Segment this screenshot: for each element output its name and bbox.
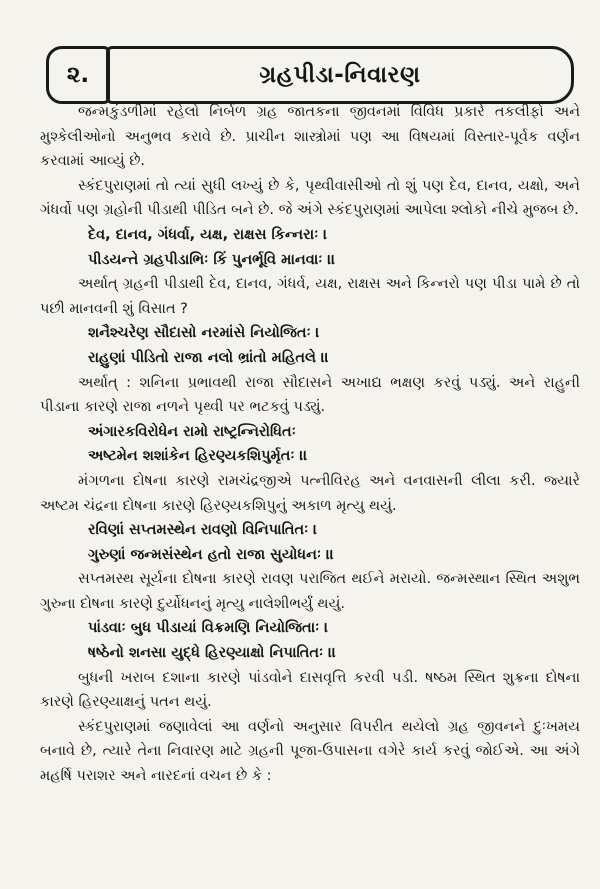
verse-line: અષ્ટમેન શશાંકેન હિરણ્યકશિપુર્મૃતઃ ।। xyxy=(88,448,308,465)
paragraph: અર્થાત્ ગ્રહની પીડાથી દેવ, દાનવ, ગંધર્વ, યક્ષ, રાક્ષસ અને કિન્નરો પણ પીડા પામે છે તો પછી માનવની શું વિસાત ? xyxy=(40,276,580,317)
paragraph: જન્મકુંડળીમાં રહેલો નિર્બળ ગ્રહ જાતકના જીવનમાં વિવિધ પ્રકારે તકલીફો અને મુશ્કેલીઓનો અનુભવ કરાવે છે. પ્રાચીન શાસ્ત્રોમાં પણ આ વિષયમાં વિસ્તાર-પૂર્વક વર્ણન કરવામાં આવ્યું છે. xyxy=(40,104,580,170)
paragraph: સ્કંદપુરાણમાં તો ત્યાં સુધી લખ્યું છે કે, પૃથ્વીવાસીઓ તો શું પણ દેવ, દાનવ, યક્ષો, અને ગંધર્વો પણ ગ્રહોની પીડાથી પીડિત બને છે. જે અંગે સ્કંદપુરાણમાં આપેલા શ્લોકો નીચે મુજબ છે. xyxy=(40,177,580,219)
paragraph: અર્થાત્ : શનિના પ્રભાવથી રાજા સૌદાસને અખાદ્ય ભક્ષણ કરવું પડ્યું. અને રાહુની પીડાના કારણે રાજા નળને પૃથ્વી પર ભટકવું પડ્યું. xyxy=(40,374,580,416)
chapter-title: ગ્રહપીડા-નિવારણ xyxy=(259,62,421,88)
verse-line: રાહુણાં પીડિતો રાજા નલો ભ્રાંતો મહિતલે ।। xyxy=(88,349,329,366)
paragraph: સ્કંદપુરાણમાં જણાવેલાં આ વર્ણનો અનુસાર વિપરીત થયેલો ગ્રહ જીવનને દુઃખમય બનાવે છે, ત્યારે તેના નિવારણ માટે ગ્રહની પૂજા-ઉપાસના વગેરે કાર્ય કરવું જોઈએ. આ અંગે મહર્ષિ પરાશર અને નારદનાં વચન છે કે : xyxy=(40,718,580,785)
chapter-number-box xyxy=(46,46,110,104)
verse-line: પીડયન્તે ગ્રહપીડાભિઃ કિં પુનર્ભૂવિ માનવાઃ ।। xyxy=(88,251,336,268)
chapter-title-box xyxy=(106,46,574,104)
verse-line: ગુરુણાં જન્મસંસ્થેન હતો રાજા સુયોધનઃ ।। xyxy=(88,546,334,563)
chapter-number: ૨. xyxy=(66,62,90,88)
body-text xyxy=(40,100,580,789)
verse-line: દેવ, દાનવ, ગંધર્વા, યક્ષ, રાક્ષસ કિન્નરાઃ । xyxy=(88,226,328,243)
verse-line: અંગારકવિરોધેન રામો રાષ્ટ્રન્નિરોધિતઃ xyxy=(88,423,296,440)
verse-line: શનૈશ્ચરેણ સૌદાસો નરમાંસે નિયોજિતઃ । xyxy=(88,325,320,342)
verse-line: રવિણાં સપ્તમસ્થેન રાવણો વિનિપાતિતઃ । xyxy=(88,522,318,539)
paragraph: બુધની ખરાબ દશાના કારણે પાંડવોને દાસવૃત્તિ કરવી પડી. ષષ્ઠમ સ્થિત શુક્રના દોષના કારણે હિરણ્યાક્ષનું પતન થયું. xyxy=(40,669,580,711)
verse-line: ષષ્ઠેનો શનસા યુદ્ધે હિરણ્યાક્ષો નિપાતિતઃ ।। xyxy=(88,645,336,662)
paragraph: મંગળના દોષના કારણે રામચંદ્રજીએ પત્નીવિરહ અને વનવાસની લીલા કરી. જ્યારે અષ્ટમ ચંદ્રના દોષના કારણે હિરણ્યકશિપુનું અકાળ મૃત્યુ થયું. xyxy=(40,472,580,514)
paragraph: સપ્તમસ્થ સૂર્યના દોષના કારણે રાવણ પરાજિત થઈને મરાયો. જન્મસ્થાન સ્થિત અશુભ ગુરુના દોષના કારણે દુર્યોધનનું મૃત્યુ નાલેશીભર્યું થયું. xyxy=(40,571,580,612)
verse-line: પાંડવાઃ બુધ પીડાયાં વિક્રમણિ નિયોજિતાઃ । xyxy=(88,620,329,637)
